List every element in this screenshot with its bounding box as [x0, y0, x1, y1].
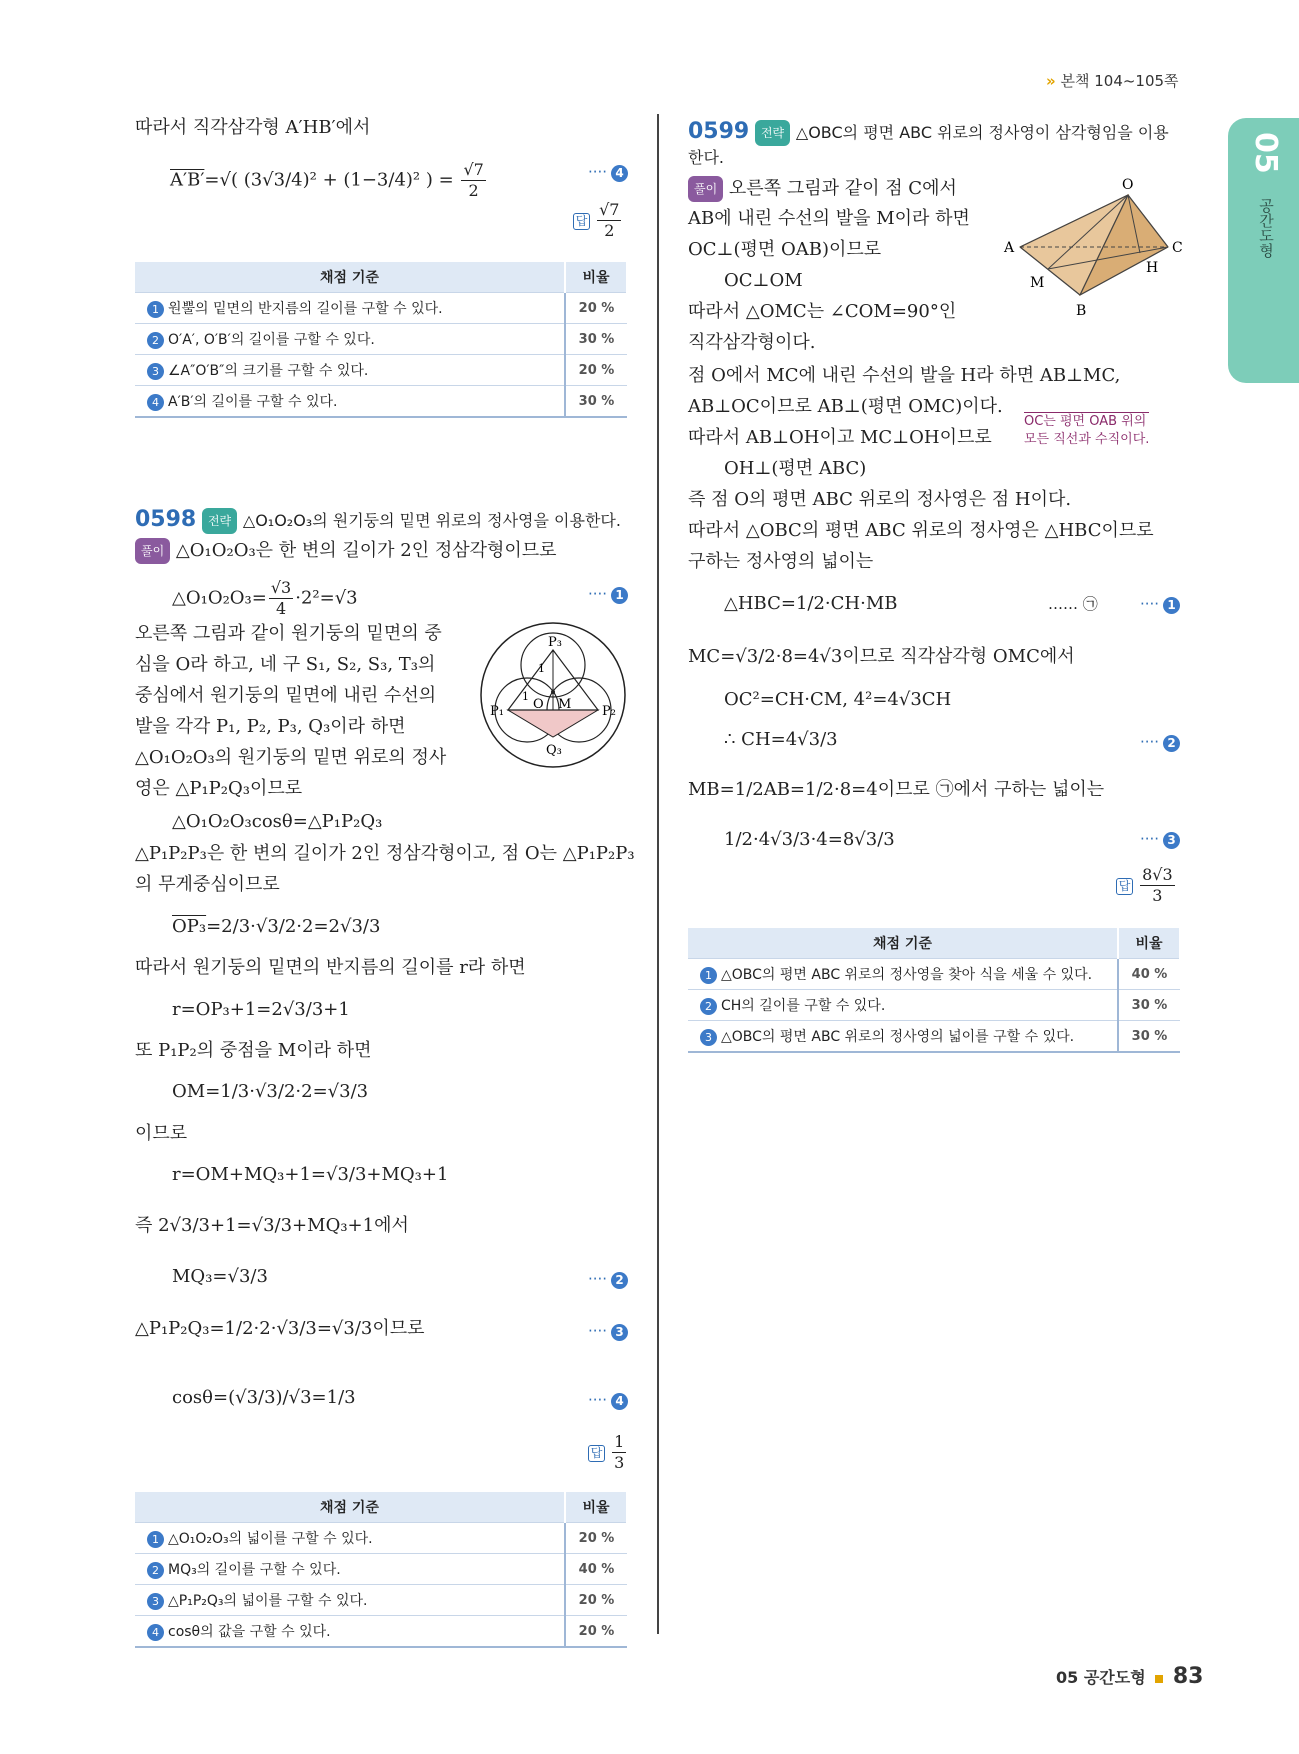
svg-text:A: A [1004, 240, 1015, 256]
answer-block: 답 $\frac{1}{3}$ [588, 1432, 628, 1473]
text-line: △P₁P₂P₃은 한 변의 길이가 2인 정삼각형이고, 점 O는 △P₁P₂P₃ [135, 843, 635, 864]
text-line: 따라서 원기둥의 밑면의 반지름의 길이를 r라 하면 [135, 957, 526, 978]
equation: cosθ=(√3/3)/√3=1/3 [172, 1387, 356, 1408]
step-marker: ···· 3 [1140, 830, 1180, 849]
criteria-table-3: 채점 기준 비율 1 △OBC의 평면 ABC 위로의 정사영을 찾아 식을 세울 수 있다. 40 % 2 CH의 길이를 구할 수 있다. 30 % 3 △OBC의 평면 ABC 위로의 정사영의 넓이를 구할 수 있다. 30 % [688, 928, 1181, 1053]
text-line: 또 P₁P₂의 중점을 M이라 하면 [135, 1040, 372, 1061]
table-row: 3 △P₁P₂Q₃의 넓이를 구할 수 있다. 20 % [135, 1585, 627, 1616]
answer-block: 답 $\frac{√7}{2}$ [573, 200, 623, 241]
text-line: 한다. [688, 148, 724, 167]
step-marker: ···· 1 [1140, 595, 1180, 614]
svg-text:1: 1 [522, 690, 529, 703]
chapter-tab-number: 05 [1248, 132, 1283, 174]
text-line: 구하는 정사영의 넓이는 [688, 551, 874, 572]
equation: MB=1/2AB=1/2·8=4이므로 ㉠에서 구하는 넓이는 [688, 779, 1105, 800]
svg-text:C: C [1172, 240, 1183, 256]
table-row: 3 ∠A″O′B″의 크기를 구할 수 있다. 20 % [135, 355, 627, 386]
equation-mark: …… ㉠ [1048, 595, 1098, 613]
pyramid-figure [1000, 175, 1190, 325]
table-row: 3 △OBC의 평면 ABC 위로의 정사영의 넓이를 구할 수 있다. 30 % [688, 1021, 1180, 1053]
fraction: $\frac{√7}{2}$ [463, 160, 484, 200]
text-line: OC⊥(평면 OAB)이므로 [688, 239, 882, 260]
svg-text:P₃: P₃ [548, 635, 562, 650]
page-footer: 05 공간도형 83 [1056, 1664, 1204, 1689]
equation: △P₁P₂Q₃=1/2·2·√3/3=√3/3이므로 [135, 1318, 425, 1339]
criteria-table-2: 채점 기준 비율 1 △O₁O₂O₃의 넓이를 구할 수 있다. 20 % 2 MQ₃의 길이를 구할 수 있다. 40 % 3 △P₁P₂Q₃의 넓이를 구할 수 있다. 20 % 4 cosθ의 값을 구할 수 있다. 20 % [135, 1492, 628, 1648]
equation: MQ₃=√3/3 [172, 1266, 268, 1287]
svg-text:P₂: P₂ [602, 704, 616, 719]
table-row: 4 cosθ의 값을 구할 수 있다. 20 % [135, 1616, 627, 1648]
equation: MC=√3/2·8=4√3이므로 직각삼각형 OMC에서 [688, 646, 1075, 667]
solution-line: 풀이 △O₁O₂O₃은 한 변의 길이가 2인 정삼각형이므로 [135, 538, 557, 564]
text-line: 직각삼각형이다. [688, 332, 816, 353]
table-row: 1 △OBC의 평면 ABC 위로의 정사영을 찾아 식을 세울 수 있다. 40 % [688, 959, 1180, 990]
step-marker: ···· 1 [588, 585, 628, 604]
table-row: 1 원뿔의 밑면의 반지름의 길이를 구할 수 있다. 20 % [135, 293, 627, 324]
equation: OP₃=2/3·√3/2·2=2√3/3 [172, 916, 381, 937]
answer-label: 답 [573, 213, 590, 230]
circle-figure [478, 620, 628, 770]
step-marker: ···· 4 [588, 1391, 628, 1410]
text-line: 의 무게중심이므로 [135, 874, 280, 895]
answer-label: 답 [588, 1445, 605, 1462]
equation-apbp: A′B′=√( (3√3/4)² + (1−3/4)² ) = $\frac{√7}{2}$ [170, 160, 484, 200]
svg-text:O: O [533, 697, 544, 712]
text-line: OH⊥(평면 ABC) [724, 458, 867, 479]
text-line: 따라서 AB⊥OH이고 MC⊥OH이므로 [688, 427, 992, 448]
column-divider [657, 114, 659, 1634]
page-number: 83 [1172, 1664, 1204, 1689]
table-row: 2 O′A′, O′B′의 길이를 구할 수 있다. 30 % [135, 324, 627, 355]
text-line: 이므로 [135, 1123, 188, 1144]
problem-0598-heading: 0598 전략 △O₁O₂O₃의 원기둥의 밑면 위로의 정사영을 이용한다. [135, 507, 621, 532]
svg-text:1: 1 [538, 662, 545, 675]
step-marker: ···· 2 [1140, 733, 1180, 752]
text-line: 점 O에서 MC에 내린 수선의 발을 H라 하면 AB⊥MC, [688, 365, 1121, 386]
step-marker: ···· 2 [588, 1270, 628, 1289]
svg-text:O: O [1122, 177, 1134, 193]
equation: △O₁O₂O₃cosθ=△P₁P₂Q₃ [172, 811, 383, 832]
text-line: 오른쪽 그림과 같이 원기둥의 밑면의 중 [135, 623, 442, 644]
chapter-tab [1228, 118, 1299, 383]
text-line: 즉 점 O의 평면 ABC 위로의 정사영은 점 H이다. [688, 489, 1072, 510]
step-marker: ···· 4 [588, 163, 628, 182]
answer-block: 답 $\frac{8√3}{3}$ [1116, 865, 1177, 906]
equation: ∴ CH=4√3/3 [724, 729, 838, 750]
equation: OC²=CH·CM, 4²=4√3CH [724, 689, 952, 710]
text-line: △O₁O₂O₃의 원기둥의 밑면 위로의 정사 [135, 747, 447, 768]
page-ref: » 본책 104~105쪽 [1046, 72, 1179, 90]
equation: △O₁O₂O₃= $\frac{√3}{4}$ ·2²=√3 [172, 578, 358, 618]
equation: r=OP₃+1=2√3/3+1 [172, 999, 350, 1020]
text-line: 따라서 △OBC의 평면 ABC 위로의 정사영은 △HBC이므로 [688, 520, 1154, 541]
equation: OM=1/3·√3/2·2=√3/3 [172, 1081, 369, 1102]
table-row: 1 △O₁O₂O₃의 넓이를 구할 수 있다. 20 % [135, 1523, 627, 1554]
text-line: AB⊥OC이므로 AB⊥(평면 OMC)이다. [688, 396, 1003, 417]
svg-text:H: H [1146, 260, 1159, 276]
equation: △HBC=1/2·CH·MB [724, 593, 898, 614]
svg-text:M: M [1030, 275, 1045, 291]
chevron-right-icon: » [1046, 72, 1056, 90]
svg-text:P₁: P₁ [490, 704, 504, 719]
svg-text:Q₃: Q₃ [546, 743, 562, 758]
problem-0599-heading: 0599 전략 △OBC의 평면 ABC 위로의 정사영이 삼각형임을 이용 [688, 119, 1169, 144]
intro-text: 따라서 직각삼각형 A′HB′에서 [135, 117, 371, 138]
text-line: AB에 내린 수선의 발을 M이라 하면 [688, 208, 970, 229]
svg-text:M: M [558, 697, 572, 712]
criteria-table-1: 채점 기준 비율 1 원뿔의 밑면의 반지름의 길이를 구할 수 있다. 20 % 2 O′A′, O′B′의 길이를 구할 수 있다. 30 % 3 ∠A″O′B″의 크기를 구할 수 있다. 20 % 4 A′B′의 길이를 구할 수 있다. 30 % [135, 262, 628, 418]
solution-line: 풀이 오른쪽 그림과 같이 점 C에서 [688, 176, 957, 202]
text-line: 영은 △P₁P₂Q₃이므로 [135, 778, 303, 799]
answer-label: 답 [1116, 878, 1133, 895]
step-marker: ···· 3 [588, 1322, 628, 1341]
chapter-tab-label: 공간도형 [1257, 198, 1275, 258]
table-row: 2 CH의 길이를 구할 수 있다. 30 % [688, 990, 1180, 1021]
text-line: 중심에서 원기둥의 밑면에 내린 수선의 [135, 685, 437, 706]
text-line: 심을 O라 하고, 네 구 S₁, S₂, S₃, T₃의 [135, 654, 436, 675]
side-note: OC는 평면 OAB 위의 모든 직선과 수직이다. [1024, 414, 1150, 447]
text-line: 발을 각각 P₁, P₂, P₃, Q₃이라 하면 [135, 716, 406, 737]
square-icon [1155, 1675, 1163, 1683]
equation: 1/2·4√3/3·4=8√3/3 [724, 829, 895, 850]
svg-text:B: B [1076, 303, 1087, 319]
text-line: OC⊥OM [724, 270, 803, 291]
equation: r=OM+MQ₃+1=√3/3+MQ₃+1 [172, 1164, 449, 1185]
table-row: 2 MQ₃의 길이를 구할 수 있다. 40 % [135, 1554, 627, 1585]
equation: 즉 2√3/3+1=√3/3+MQ₃+1에서 [135, 1215, 409, 1236]
table-row: 4 A′B′의 길이를 구할 수 있다. 30 % [135, 386, 627, 418]
text-line: 따라서 △OMC는 ∠COM=90°인 [688, 301, 957, 322]
